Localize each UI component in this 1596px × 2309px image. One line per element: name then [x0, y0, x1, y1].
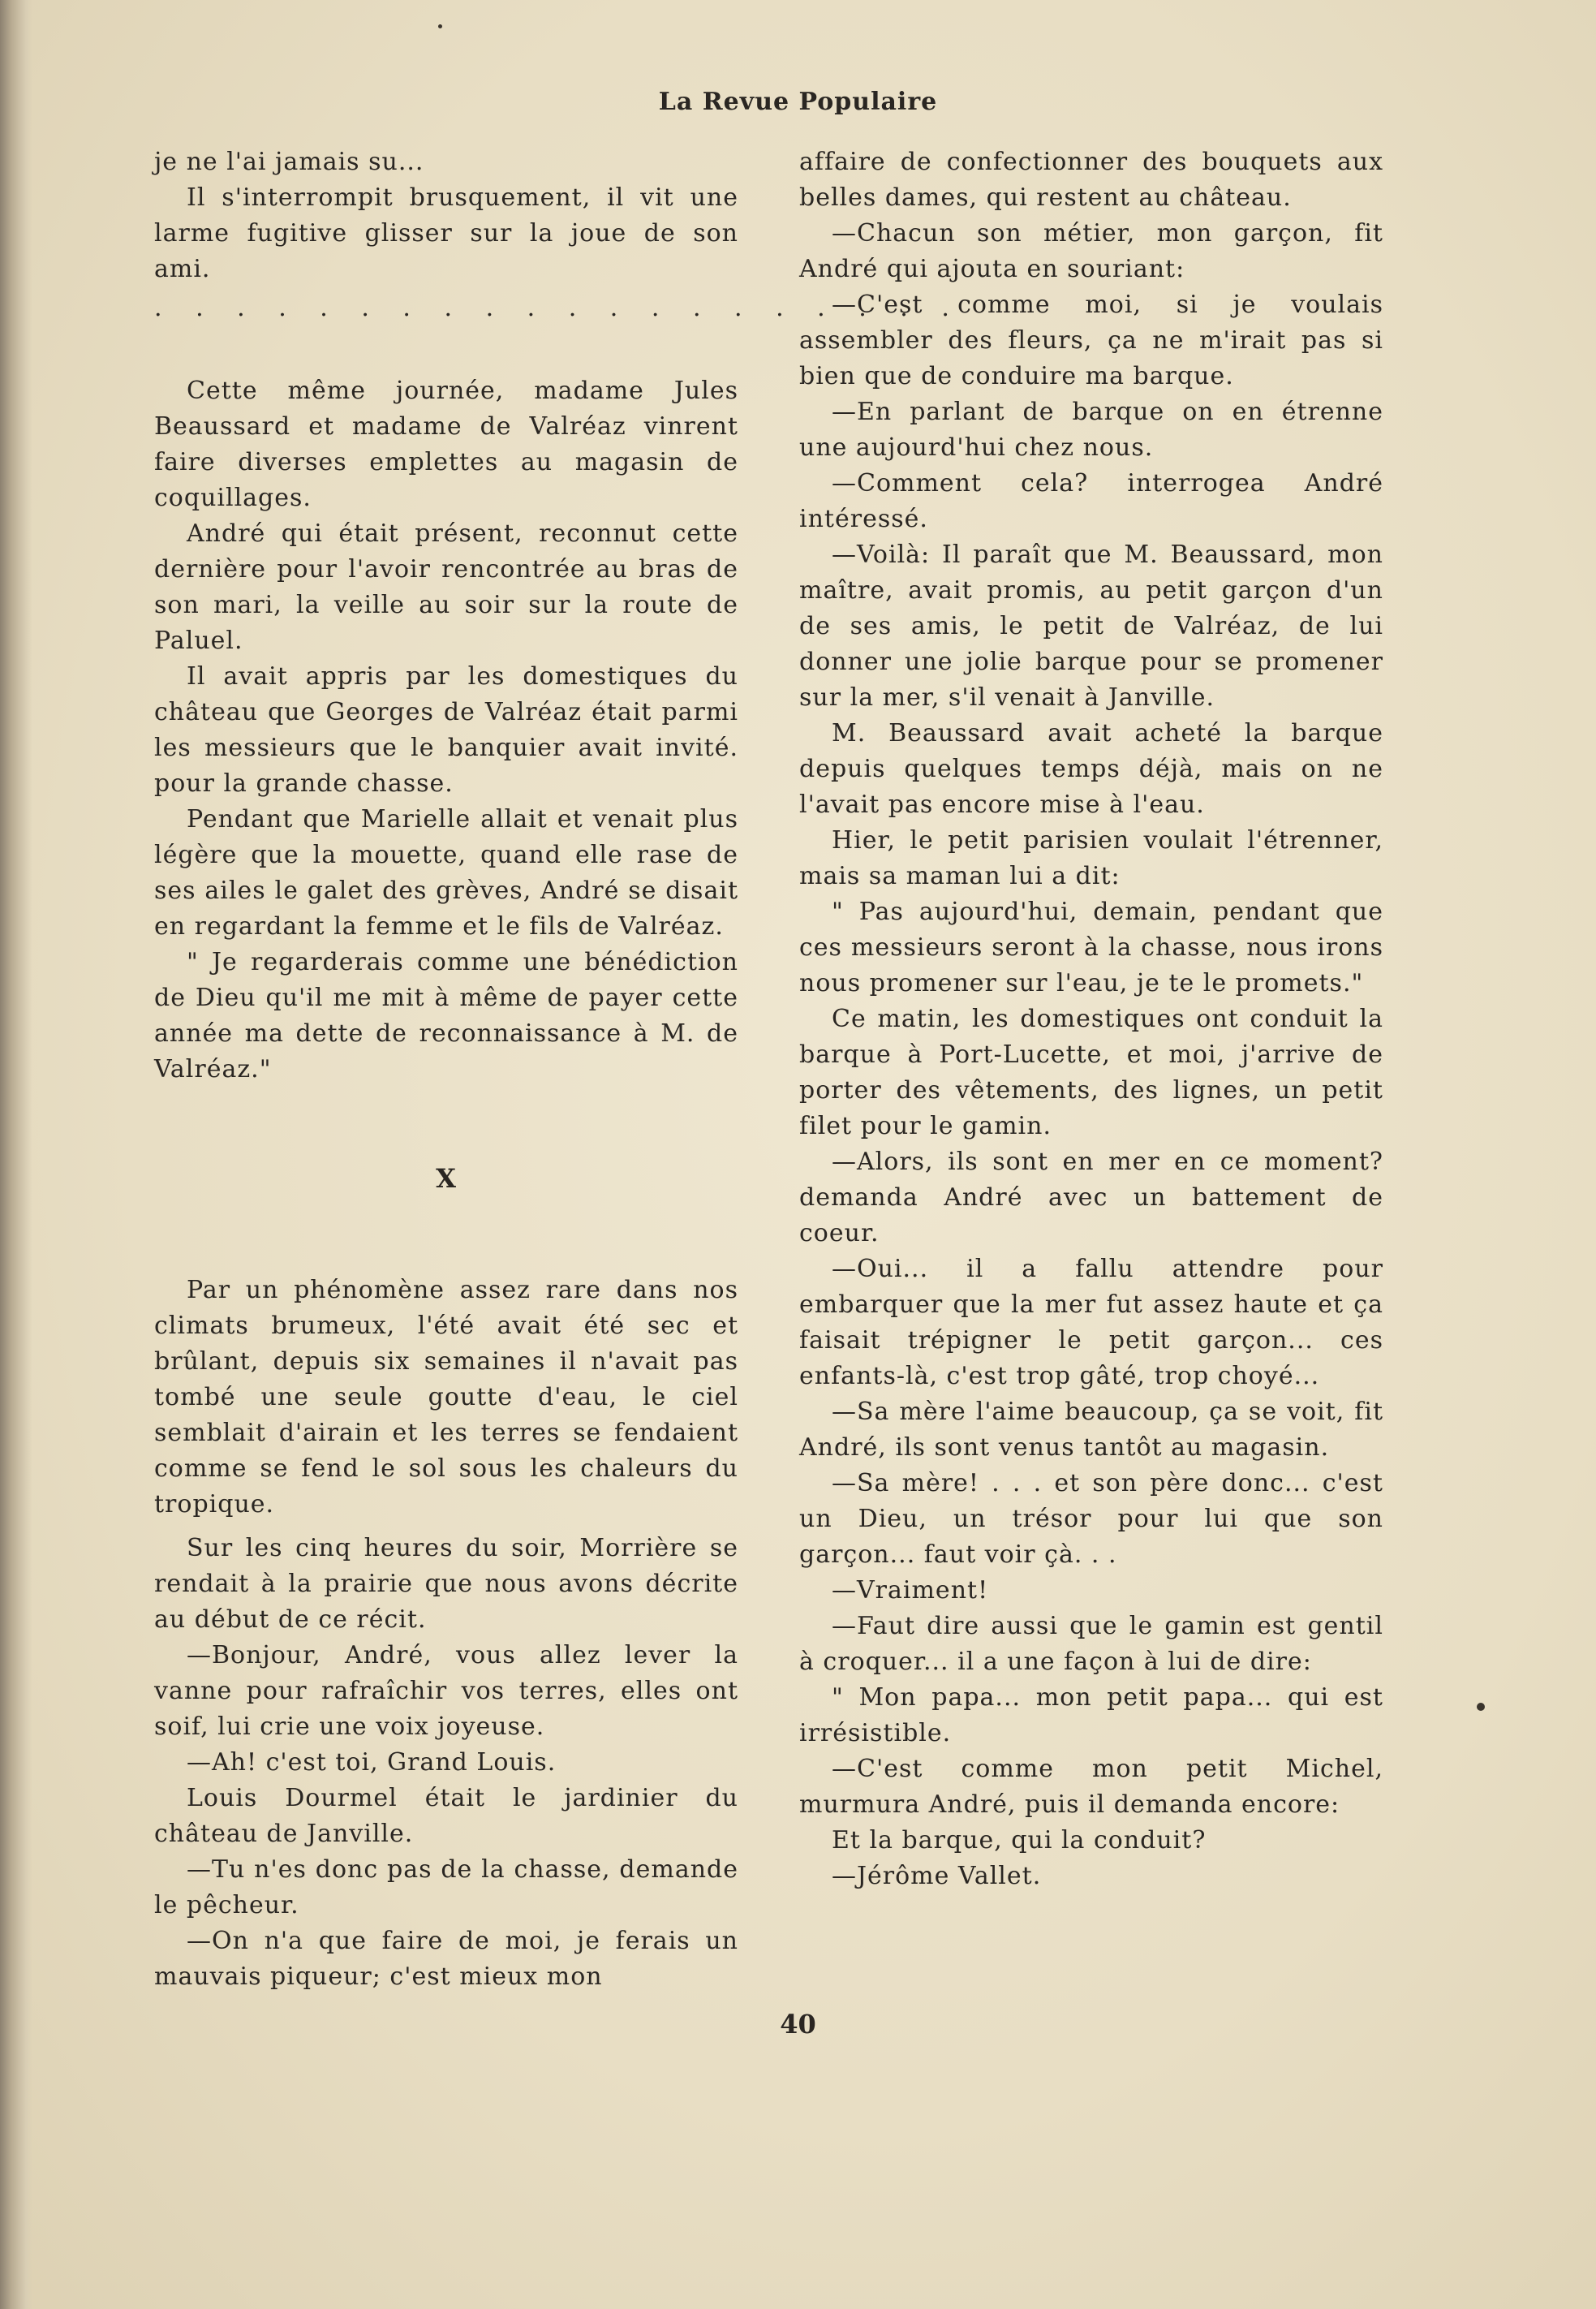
paragraph: affaire de confectionner des bouquets aux belles dames, qui restent au château.	[799, 148, 1383, 212]
paragraph: —Voilà: Il paraît que M. Beaussard, mon maître, avait promis, au petit garçon d'un de ses amis, le petit de Valréaz, de lui donner une jolie barque pour se promener sur la mer, s'il venait à Janville.	[799, 541, 1383, 712]
paragraph: Cette même journée, madame Jules Beaussard et madame de Valréaz vinrent faire diverses emplettes au magasin de coquillages.	[154, 377, 738, 512]
paragraph: M. Beaussard avait acheté la barque depuis quelques temps déjà, mais on ne l'avait pas encore mise à l'eau.	[799, 719, 1383, 819]
paragraph: Il avait appris par les domestiques du château que Georges de Valréaz était parmi les messieurs que le banquier avait invité. pour la grande chasse.	[154, 662, 738, 798]
paragraph: —Sa mère! . . . et son père donc... c'est un Dieu, un trésor pour lui que son garçon... faut voir çà. . .	[799, 1469, 1383, 1569]
book-spine-shadow	[0, 0, 32, 2309]
paragraph: —Jérôme Vallet.	[832, 1862, 1042, 1890]
page-number: 40	[780, 2009, 816, 2040]
paragraph: Et la barque, qui la conduit?	[832, 1826, 1207, 1855]
paragraph: Sur les cinq heures du soir, Morrière se rendait à la prairie que nous avons décrite au début de ce récit.	[154, 1534, 738, 1634]
paragraph: —Vraiment!	[832, 1576, 989, 1605]
paragraph: —Ah! c'est toi, Grand Louis.	[187, 1748, 557, 1777]
ink-speck	[438, 24, 442, 28]
running-header: La Revue Populaire	[658, 88, 938, 116]
paragraph: André qui était présent, reconnut cette dernière pour l'avoir rencontrée au bras de son mari, la veille au soir sur la route de Paluel.	[154, 519, 738, 655]
paragraph: " Mon papa... mon petit papa... qui est irrésistible.	[799, 1683, 1383, 1747]
paragraph: —Bonjour, André, vous allez lever la vanne pour rafraîchir vos terres, elles ont soif, lui crie une voix joyeuse.	[154, 1641, 738, 1741]
paragraph: —Oui... il a fallu attendre pour embarquer que la mer fut assez haute et ça faisait trépigner le petit garçon... ces enfants-là, c'est trop gâté, trop choyé...	[799, 1255, 1383, 1390]
paragraph: —Alors, ils sont en mer en ce moment? demanda André avec un battement de coeur.	[799, 1148, 1383, 1247]
paragraph: —Faut dire aussi que le gamin est gentil à croquer... il a une façon à lui de dire:	[799, 1612, 1383, 1676]
paragraph: —Chacun son métier, mon garçon, fit André qui ajouta en souriant:	[799, 219, 1383, 283]
paragraph: —En parlant de barque on en étrenne une aujourd'hui chez nous.	[799, 398, 1383, 462]
paragraph: Ce matin, les domestiques ont conduit la barque à Port-Lucette, et moi, j'arrive de porter des vêtements, des lignes, un petit filet pour le gamin.	[799, 1005, 1383, 1140]
paragraph: Louis Dourmel était le jardinier du château de Janville.	[154, 1784, 738, 1848]
paragraph: —C'est comme moi, si je voulais assembler des fleurs, ça ne m'irait pas si bien que de conduire ma barque.	[799, 291, 1383, 390]
right-column	[799, 144, 1383, 1894]
paragraph: —On n'a que faire de moi, je ferais un mauvais piqueur; c'est mieux mon	[154, 1927, 738, 1991]
paragraph: " Je regarderais comme une bénédiction de Dieu qu'il me mit à même de payer cette année ma dette de reconnaissance à M. de Valréaz."	[154, 948, 738, 1083]
section-break-dots: . . . . . . . . . . . . . . . . . . . .	[154, 294, 962, 322]
chapter-heading: X	[436, 1163, 457, 1194]
ink-speck	[1477, 1703, 1485, 1711]
paragraph: Pendant que Marielle allait et venait plus légère que la mouette, quand elle rase de ses ailes le galet des grèves, André se disait en regardant la femme et le fils de Valréaz.	[154, 805, 738, 941]
paragraph: Par un phénomène assez rare dans nos climats brumeux, l'été avait été sec et brûlant, depuis six semaines il n'avait pas tombé une seule goutte d'eau, le ciel semblait d'airain et les terres se fendaient comme se fend le sol sous les chaleurs du tropique.	[154, 1276, 738, 1519]
paragraph: " Pas aujourd'hui, demain, pendant que ces messieurs seront à la chasse, nous irons nous promener sur l'eau, je te le promets."	[799, 898, 1383, 997]
paragraph: —Tu n'es donc pas de la chasse, demande le pêcheur.	[154, 1855, 738, 1919]
paragraph: —Comment cela? interrogea André intéressé.	[799, 469, 1383, 533]
paragraph: —C'est comme mon petit Michel, murmura André, puis il demanda encore:	[799, 1755, 1383, 1819]
paragraph: Hier, le petit parisien voulait l'étrenner, mais sa maman lui a dit:	[799, 826, 1383, 890]
paragraph: Il s'interrompit brusquement, il vit une larme fugitive glisser sur la joue de son ami.	[154, 183, 738, 283]
paragraph: —Sa mère l'aime beaucoup, ça se voit, fit André, ils sont venus tantôt au magasin.	[799, 1398, 1383, 1462]
paragraph: je ne l'ai jamais su...	[154, 148, 424, 176]
